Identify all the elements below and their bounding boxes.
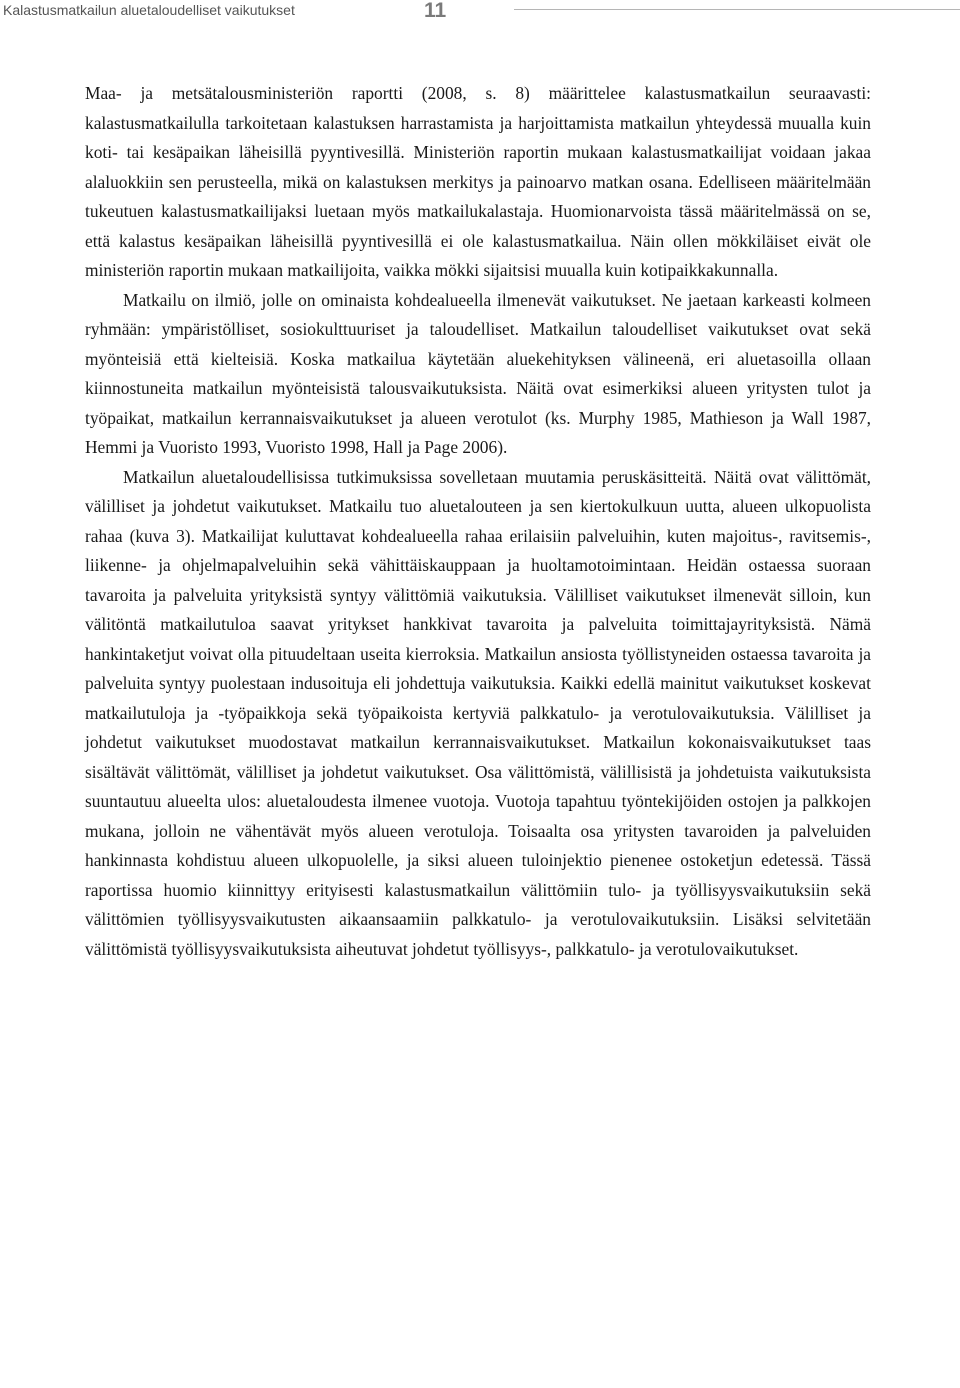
header-rule <box>514 9 960 10</box>
paragraph-concepts: Matkailun aluetaloudellisissa tutkimuksissa sovelletaan muutamia peruskäsitteitä. Näitä ovat välittömät, välilliset ja johdetut vaikutukset. Matkailu tuo aluetalouteen ja sen kiertokulkuun uutta, alueen ulkopuolista rahaa (kuva 3). Matkailijat kuluttavat kohdealueella rahaa erilaisiin palveluihin, kuten majoitus-, ravitsemis-, liikenne- ja ohjelmapalveluihin sekä vähittäiskauppaan ja huoltamotoimintaan. Heidän ostaessa suoraan tavaroita ja palveluita yrityksistä syntyy välittömiä vaikutuksia. Välilliset vaikutukset ilmenevät silloin, kun välitöntä matkailutuloa saavat yritykset hankkivat tavaroita ja palveluita toimittajayrityksistä. Nämä hankintaketjut voivat olla pituudeltaan useita kierroksia. Matkailun ansiosta työllistyneiden ostaessa tavaroita ja palveluita syntyy puolestaan indusoituja eli johdettuja vaikutuksia. Kaikki edellä mainitut vaikutukset koskevat matkailutuloja ja -työpaikkoja sekä työpaikoista kertyviä palkkatulo- ja verotulovaikutuksia. Välilliset ja johdetut vaikutukset muodostavat matkailun kerrannaisvaikutukset. Matkailun kokonaisvaikutukset taas sisältävät välittömät, välilliset ja johdetut vaikutukset. Osa välittömistä, välillisistä ja johdetuista vaikutuksista suuntautuu alueelta ulos: aluetaloudesta ilmenee vuotoja. Vuotoja tapahtuu työntekijöiden ostojen ja palkkojen mukana, jolloin ne vähentävät myös alueen verotuloja. Toisaalta osa yritysten tavaroiden ja palveluiden hankinnasta kohdistuu alueen ulkopuolelle, ja siksi alueen tuloinjektio pienenee ostoketjun edetessä. Tässä raportissa huomio kiinnittyy erityisesti kalastusmatkailun välittömiin tulo- ja työllisyysvaikutuksiin sekä välittömien työllisyysvaikutusten aikaansaamiin palkkatulo- ja verotulovaikutuksiin. Lisäksi selvitetään välittömistä työllisyysvaikutuksista aiheutuvat johdetut työllisyys-, palkkatulo- ja verotulovaikutukset. <box>85 466 871 959</box>
paragraph-definition: Maa- ja metsätalousministeriön raportti (2008, s. 8) määrittelee kalastusmatkailun seuraavasti: kalastusmatkailulla tarkoitetaan kalastuksen harrastamista ja harjoittamista matkailun yhteydessä muualla kuin koti- tai kesäpaikan läheisillä pyyntivesillä. Ministeriön raportin mukaan kalastusmatkailijat voidaan jakaa alaluokkiin sen perusteella, mikä on kalastuksen merkitys ja painoarvo matkan osana. Edelliseen määritelmään tukeutuen kalastusmatkailijaksi luetaan myös matkailukalastaja. Huomionarvoista tässä määritelmässä on se, että kalastus kesäpaikan läheisillä pyyntivesillä ei ole kalastusmatkailua. Näin ollen mökkiläiset eivät ole ministeriön raportin mukaan matkailijoita, vaikka mökki sijaitsisi muualla kuin kotipaikkakunnalla. <box>85 83 871 280</box>
running-title: Kalastusmatkailun aluetaloudelliset vaikutukset <box>3 2 295 18</box>
running-header <box>0 0 960 28</box>
paragraph-impacts: Matkailu on ilmiö, jolle on ominaista kohdealueella ilmenevät vaikutukset. Ne jaetaan karkeasti kolmeen ryhmään: ympäristölliset, sosiokulttuuriset ja taloudelliset. Matkailun taloudelliset vaikutukset ovat sekä myönteisiä että kielteisiä. Koska matkailua käytetään aluekehityksen välineenä, eri aluetasoilla ollaan kiinnostuneita matkailun myönteisistä talousvaikutuksista. Näitä ovat esimerkiksi alueen yritysten tulot ja työpaikat, matkailun kerrannaisvaikutukset ja alueen verotulot (ks. Murphy 1985, Mathieson ja Wall 1987, Hemmi ja Vuoristo 1993, Vuoristo 1998, Hall ja Page 2006). <box>85 289 871 457</box>
page-number: 11 <box>424 0 447 22</box>
body-text <box>85 79 871 964</box>
